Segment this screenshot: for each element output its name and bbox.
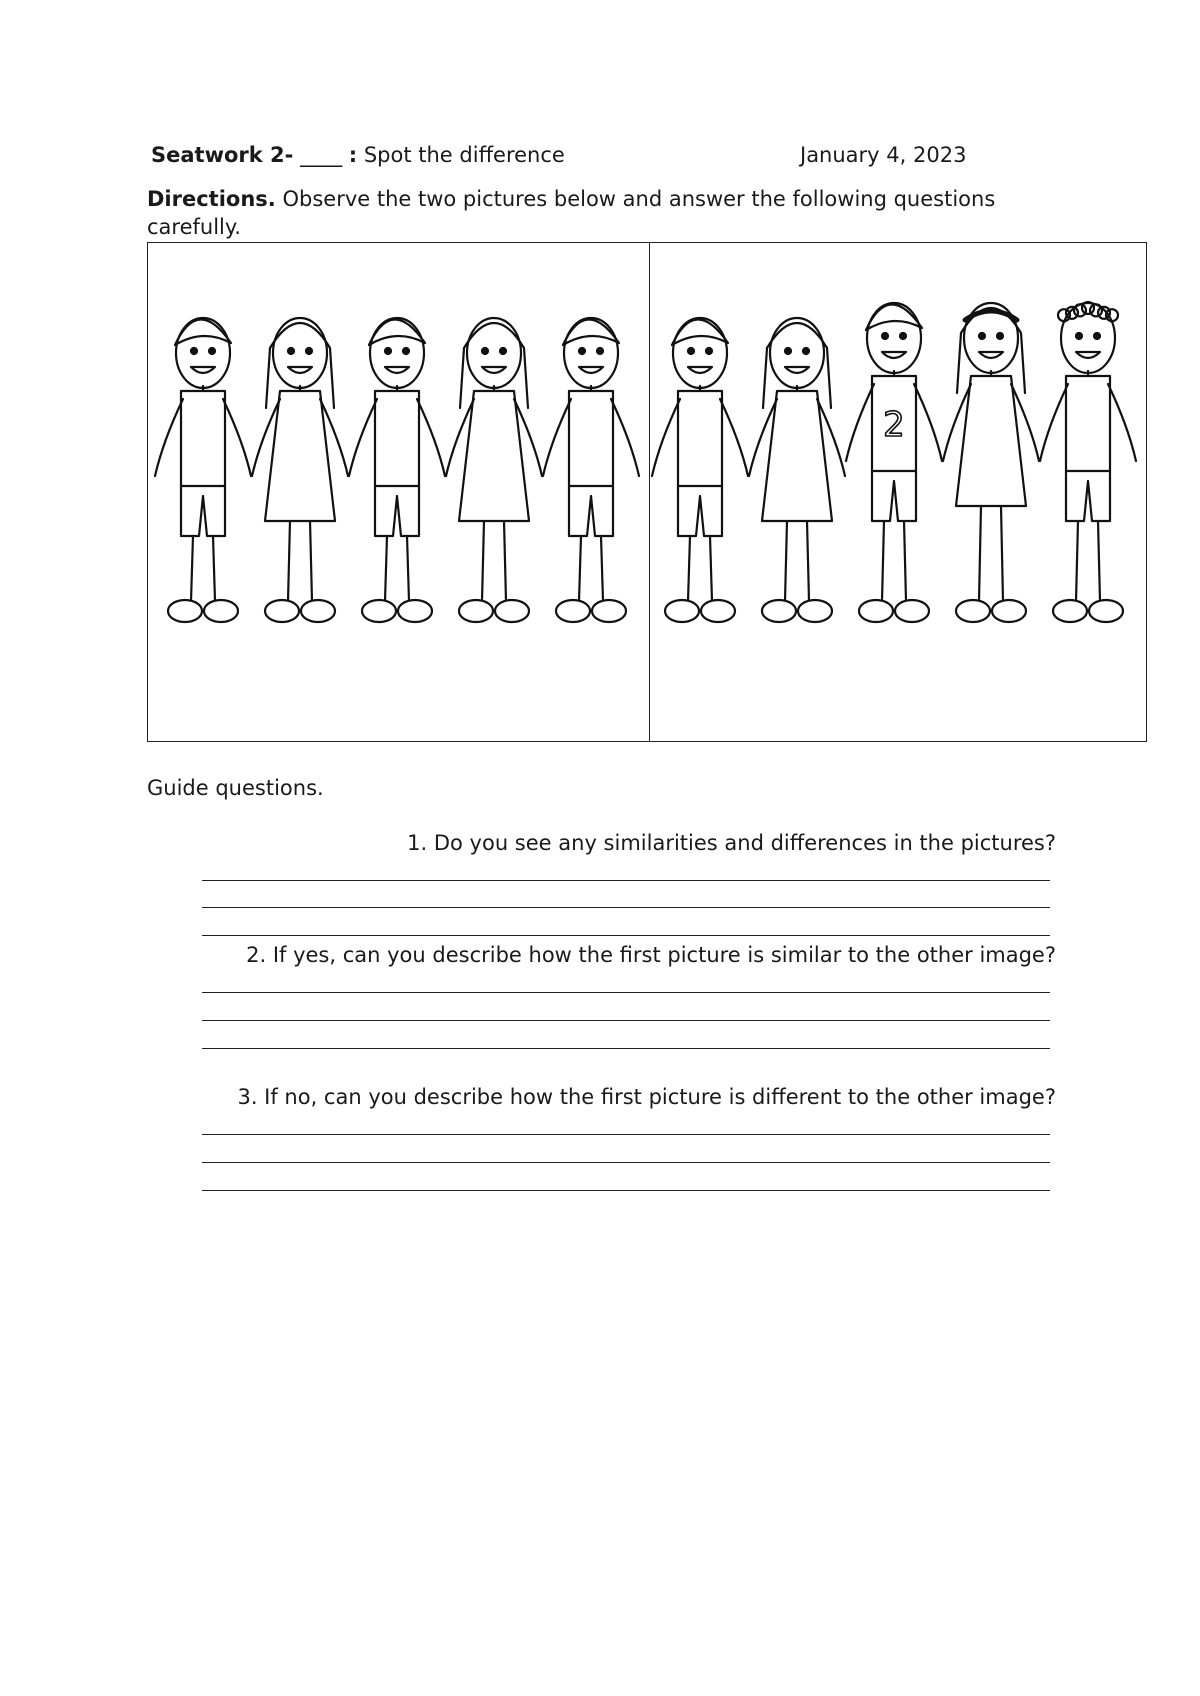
directions-label: Directions. xyxy=(147,187,276,211)
guide-heading: Guide questions. xyxy=(147,776,324,800)
question-3: 3. If no, can you describe how the first picture is different to the other image? xyxy=(237,1085,1056,1109)
child-figure-girl xyxy=(446,318,542,622)
worksheet-date: January 4, 2023 xyxy=(800,143,967,167)
child-figure-girl xyxy=(749,318,845,622)
answer-line[interactable] xyxy=(202,1048,1050,1049)
child-figure-boy xyxy=(652,318,748,622)
title-colon: : xyxy=(348,143,358,167)
answer-line[interactable] xyxy=(202,907,1050,908)
directions-text: Observe the two pictures below and answer the following questions carefully. xyxy=(147,187,996,239)
answer-line[interactable] xyxy=(202,880,1050,881)
child-figure-boy xyxy=(349,318,445,622)
children-holding-hands-right-image xyxy=(650,243,1145,740)
child-figure-boy-curly xyxy=(1040,302,1136,622)
question-1: 1. Do you see any similarities and differences in the pictures? xyxy=(407,831,1056,855)
answer-line[interactable] xyxy=(202,935,1050,936)
child-figure-boy xyxy=(155,318,251,622)
seatwork-label: Seatwork 2- xyxy=(151,143,294,167)
answer-line[interactable] xyxy=(202,1162,1050,1163)
seatwork-number-blank[interactable]: ____ xyxy=(300,143,343,167)
directions xyxy=(147,185,1057,241)
worksheet-title xyxy=(151,141,565,169)
jersey-number: 2 xyxy=(883,405,905,445)
picture-frame xyxy=(147,242,1147,742)
question-2: 2. If yes, can you describe how the first picture is similar to the other image? xyxy=(246,943,1056,967)
picture-left xyxy=(148,243,648,740)
answer-line[interactable] xyxy=(202,1020,1050,1021)
picture-right xyxy=(650,243,1145,740)
answer-line[interactable] xyxy=(202,1190,1050,1191)
child-figure-boy xyxy=(543,318,639,622)
activity-title: Spot the difference xyxy=(363,143,565,167)
picture-divider xyxy=(649,242,650,742)
answer-line[interactable] xyxy=(202,992,1050,993)
child-figure-boy-jersey xyxy=(846,303,942,622)
child-figure-girl-headband xyxy=(943,303,1039,622)
child-figure-girl xyxy=(252,318,348,622)
children-holding-hands-left-image xyxy=(148,243,648,740)
answer-line[interactable] xyxy=(202,1134,1050,1135)
